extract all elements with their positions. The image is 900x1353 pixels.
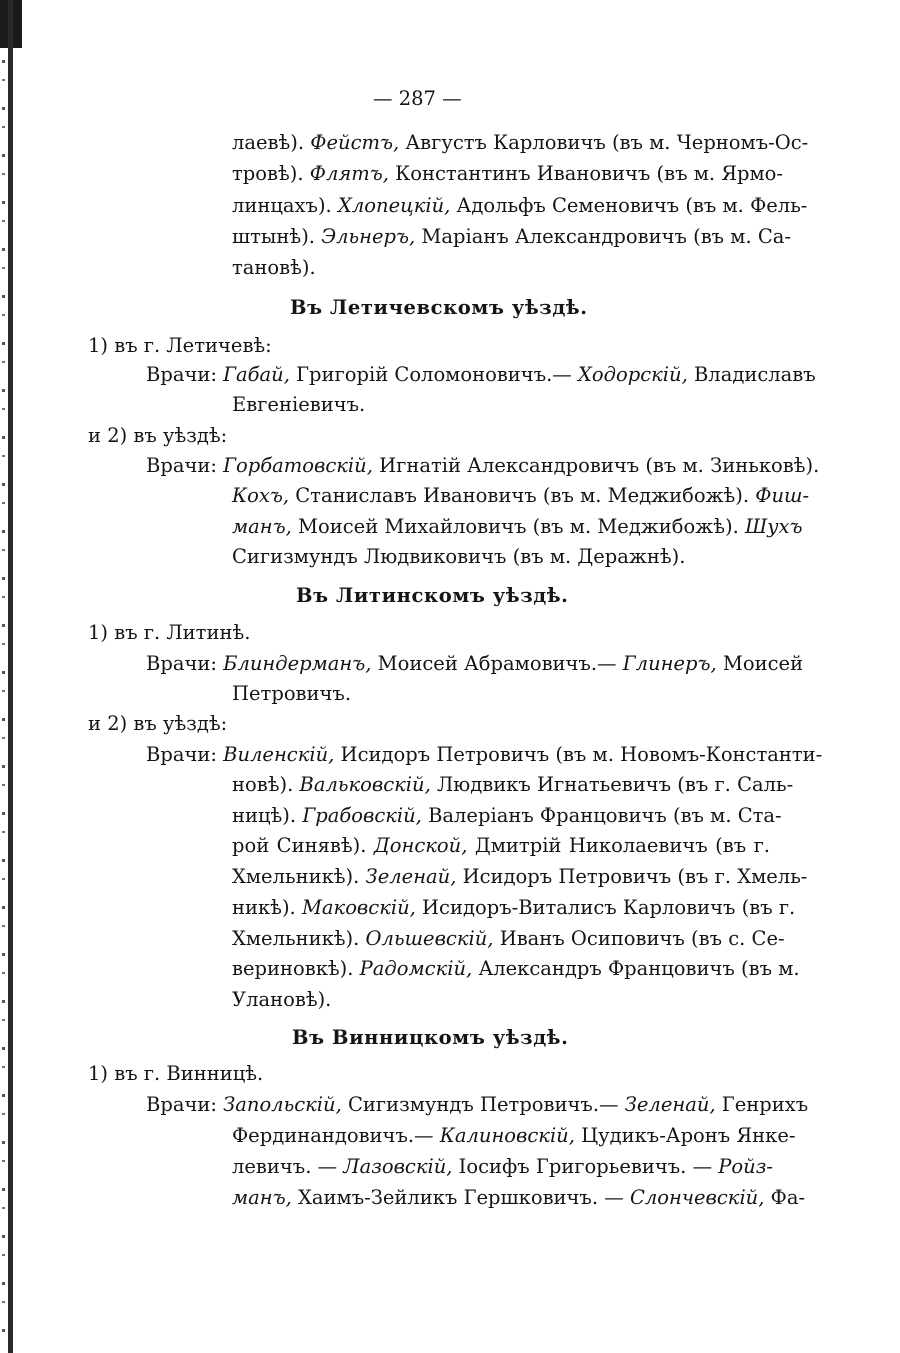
text-line: [232, 130, 809, 156]
text-line: [232, 255, 316, 281]
scan-edge-fray: [2, 60, 5, 1340]
text-run: Людвикъ Игнатьевичъ (въ г. Саль-: [430, 773, 794, 796]
text-run: Петровичъ.: [232, 682, 352, 705]
physician-surname: Ольшевскій,: [365, 927, 494, 950]
text-line: [88, 333, 272, 359]
physician-surname: Ходорскій,: [578, 363, 688, 386]
text-run: Въ Винницкомъ уѣздѣ.: [292, 1026, 569, 1049]
text-line: [146, 742, 823, 768]
text-run: 1) въ г. Летичевѣ:: [88, 334, 272, 357]
text-run: Врачи:: [146, 1093, 224, 1116]
text-run: Цудикъ-Аронъ Янке-: [574, 1124, 796, 1147]
physician-surname: Радомскій,: [359, 957, 473, 980]
text-line: [232, 193, 808, 219]
district-heading: [290, 295, 588, 321]
text-line: [88, 711, 227, 737]
text-run: Фа-: [764, 1186, 806, 1209]
district-heading: [292, 1025, 569, 1051]
text-run: Іосифъ Григорьевичъ. —: [452, 1155, 719, 1178]
text-line: [232, 392, 365, 418]
text-line: [232, 483, 810, 509]
text-run: лаевѣ).: [232, 131, 311, 154]
physician-surname: Глинеръ,: [622, 652, 717, 675]
text-run: Маріанъ Александровичъ (въ м. Са-: [415, 225, 791, 248]
text-run: Евгеніевичъ.: [232, 393, 366, 416]
text-run: Валеріанъ Францовичъ (въ м. Ста-: [421, 804, 782, 827]
text-line: [232, 864, 808, 890]
text-run: 1) въ г. Литинѣ.: [88, 621, 251, 644]
text-run: Исидоръ-Виталисъ Карловичъ (въ г.: [415, 896, 796, 919]
text-run: Генрихъ: [715, 1093, 809, 1116]
text-line: [232, 1185, 806, 1211]
text-line: [146, 362, 816, 388]
text-run: Врачи:: [146, 454, 224, 477]
text-line: [232, 772, 794, 798]
physician-surname: Вальковскій,: [299, 773, 431, 796]
text-line: [232, 803, 782, 829]
physician-surname: Запольскій,: [223, 1093, 342, 1116]
text-run: Врачи:: [146, 652, 224, 675]
physician-surname: Горбатовскій,: [223, 454, 373, 477]
text-run: тановѣ).: [232, 256, 316, 279]
text-run: Хмельникѣ).: [232, 865, 366, 888]
text-run: Александръ Францовичъ (въ м.: [472, 957, 800, 980]
text-run: Владиславъ: [687, 363, 816, 386]
text-run: Моисей: [716, 652, 804, 675]
text-run: левичъ. —: [232, 1155, 344, 1178]
page-number: — 287 —: [373, 87, 462, 110]
text-line: [232, 681, 351, 707]
scan-edge-bar: [8, 0, 13, 1353]
text-line: [232, 926, 785, 952]
text-run: никѣ).: [232, 896, 302, 919]
physician-surname: Хлопецкій,: [337, 194, 451, 217]
text-line: [232, 224, 791, 250]
physician-surname: Флятъ,: [309, 162, 389, 185]
text-line: [232, 987, 331, 1013]
physician-surname: Калиновскій,: [439, 1124, 575, 1147]
text-run: тровѣ).: [232, 162, 310, 185]
text-run: рой Синявѣ).: [232, 834, 374, 857]
text-run: 1) въ г. Винницѣ.: [88, 1062, 264, 1085]
text-run: Въ Летичевскомъ уѣздѣ.: [290, 296, 588, 319]
text-line: [88, 1061, 263, 1087]
physician-surname: Слончевскій,: [629, 1186, 765, 1209]
text-run: Врачи:: [146, 363, 224, 386]
text-run: Въ Литинскомъ уѣздѣ.: [296, 584, 569, 607]
text-run: Августъ Карловичъ (въ м. Черномъ-Ос-: [399, 131, 809, 154]
text-run: Станиславъ Ивановичъ (въ м. Меджибожѣ).: [289, 484, 756, 507]
text-line: [232, 956, 800, 982]
text-run: и 2) въ уѣздѣ:: [88, 712, 228, 735]
text-run: Моисей Абрамовичъ.—: [371, 652, 623, 675]
text-run: Иванъ Осиповичъ (въ с. Се-: [493, 927, 785, 950]
text-line: [146, 453, 820, 479]
text-line: [88, 423, 227, 449]
text-line: [88, 620, 250, 646]
physician-surname: Маковскій,: [301, 896, 416, 919]
text-line: [232, 544, 685, 570]
scan-binding-edge: [0, 0, 22, 1353]
physician-surname: Шухъ: [744, 515, 803, 538]
text-run: Моисей Михайловичъ (въ м. Меджибожѣ).: [291, 515, 745, 538]
physician-surname: Кохъ,: [232, 484, 290, 507]
physician-surname: Донской,: [373, 834, 468, 857]
text-run: вериновкѣ).: [232, 957, 360, 980]
text-run: ницѣ).: [232, 804, 303, 827]
text-run: штынѣ).: [232, 225, 322, 248]
physician-surname: Ройз-: [718, 1155, 773, 1178]
text-run: Исидоръ Петровичъ (въ м. Новомъ-Константи-: [334, 743, 823, 766]
physician-surname: манъ,: [232, 515, 292, 538]
text-run: Константинъ Ивановичъ (въ м. Ярмо-: [388, 162, 784, 185]
physician-surname: манъ,: [232, 1186, 292, 1209]
physician-surname: Виленскій,: [223, 743, 335, 766]
text-run: Адольфъ Семеновичъ (въ м. Фель-: [450, 194, 808, 217]
text-run: Григорій Соломоновичъ.—: [289, 363, 579, 386]
text-line: [146, 651, 804, 677]
text-run: линцахъ).: [232, 194, 338, 217]
physician-surname: Зеленай,: [365, 865, 457, 888]
text-line: [232, 161, 784, 187]
text-run: Исидоръ Петровичъ (въ г. Хмель-: [456, 865, 808, 888]
text-line: [232, 1154, 773, 1180]
text-line: [232, 833, 770, 859]
text-run: Врачи:: [146, 743, 224, 766]
physician-surname: Фейстъ,: [310, 131, 400, 154]
physician-surname: Габай,: [223, 363, 290, 386]
text-run: Хмельникѣ).: [232, 927, 366, 950]
physician-surname: Фиш-: [755, 484, 810, 507]
text-line: [232, 895, 796, 921]
text-line: [232, 514, 803, 540]
physician-surname: Блиндерманъ,: [223, 652, 372, 675]
text-run: Улановѣ).: [232, 988, 332, 1011]
text-line: [232, 1123, 796, 1149]
physician-surname: Лазовскій,: [343, 1155, 453, 1178]
text-run: Дмитрій Николаевичъ (въ г.: [467, 834, 770, 857]
text-run: Сигизмундъ Людвиковичъ (въ м. Деражнѣ).: [232, 545, 686, 568]
district-heading: [296, 583, 569, 609]
text-line: [146, 1092, 809, 1118]
physician-surname: Грабовскій,: [302, 804, 422, 827]
text-run: Сигизмундъ Петровичъ.—: [341, 1093, 625, 1116]
text-run: Игнатій Александровичъ (въ м. Зиньковѣ).: [372, 454, 820, 477]
text-run: и 2) въ уѣздѣ:: [88, 424, 228, 447]
text-run: Фердинандовичъ.—: [232, 1124, 440, 1147]
physician-surname: Зеленай,: [624, 1093, 716, 1116]
text-run: Хаимъ-Зейликъ Гершковичъ. —: [291, 1186, 630, 1209]
physician-surname: Эльнеръ,: [321, 225, 416, 248]
text-run: новѣ).: [232, 773, 300, 796]
